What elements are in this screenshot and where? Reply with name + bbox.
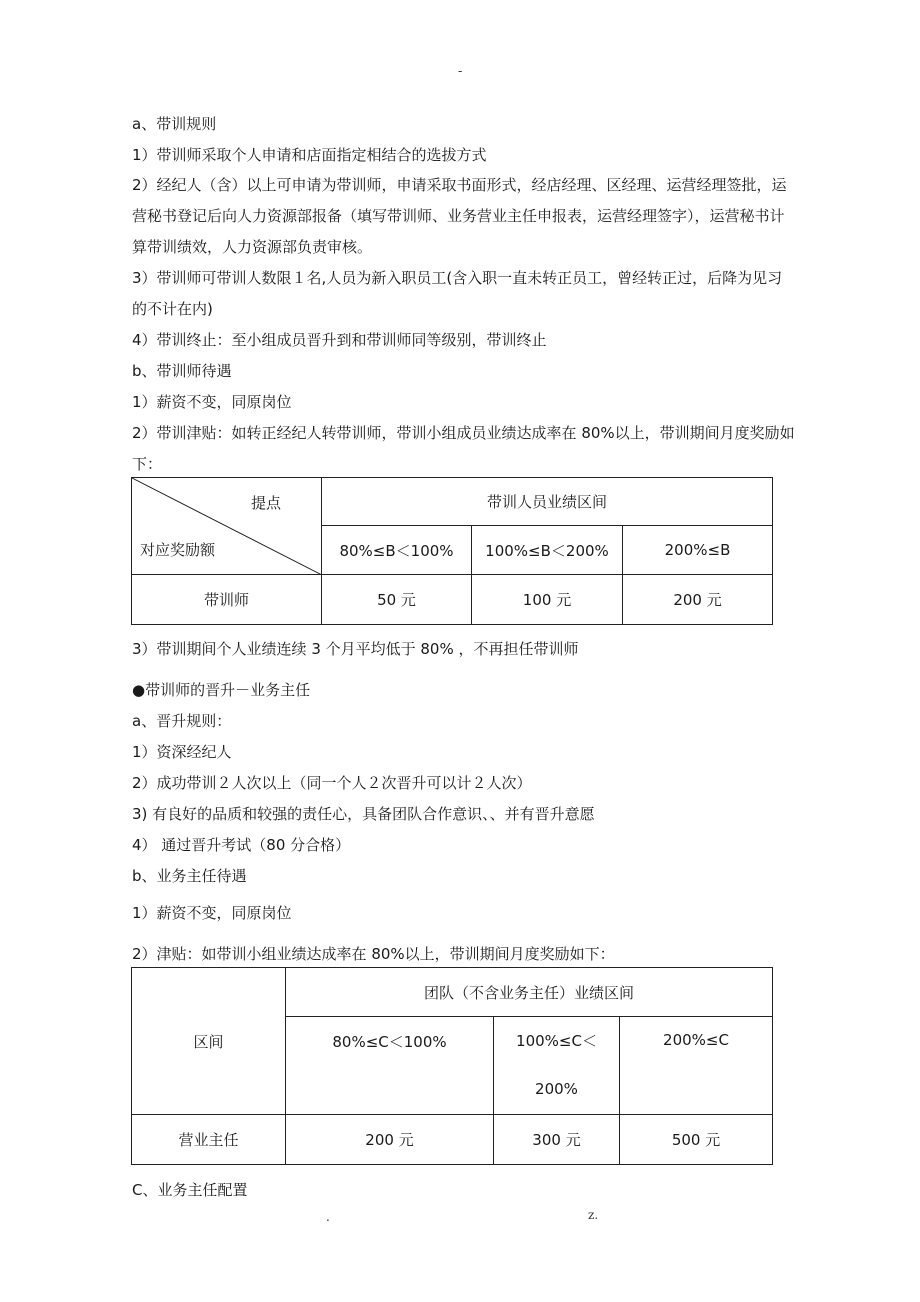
table2-range-2 [494,1017,620,1115]
trainer-reward-table [131,477,773,625]
supervisor-benefit-2: 2）津贴：如带训小组业绩达成率在 80%以上，带训期间月度奖励如下： [132,945,615,963]
section-c-title: C、业务主任配置 [132,1181,248,1199]
promotion-heading: ●带训师的晋升－业务主任 [132,681,311,699]
page-header-mark: - [458,64,463,78]
table1-range-3: 200%≤B [623,526,773,575]
table2-row-header: 区间 [132,968,286,1115]
table2-value-3: 500 元 [620,1115,773,1165]
table2-range-1: 80%≤C＜100% [286,1017,494,1115]
promotion-rule-2: 2）成功带训２人次以上（同一个人２次晋升可以计２人次） [132,774,532,792]
rule-1: 1）带训师采取个人申请和店面指定相结合的选拔方式 [132,146,487,164]
supervisor-reward-table [131,967,773,1165]
table1-range-2: 100%≤B＜200% [472,526,623,575]
diagonal-line [132,478,322,575]
table2-value-2: 300 元 [494,1115,620,1165]
table1-row-label: 带训师 [132,575,322,625]
promotion-rule-1: 1）资深经纪人 [132,743,232,761]
rule-4: 4）带训终止：至小组成员晋升到和带训师同等级别，带训终止 [132,331,547,349]
table1-range-1: 80%≤B＜100% [322,526,472,575]
page-footer-right: z. [588,1208,599,1222]
table1-value-1: 50 元 [322,575,472,625]
table2-range-3: 200%≤C [620,1017,773,1115]
table1-group-header: 带训人员业绩区间 [322,478,773,526]
table1-value-2: 100 元 [472,575,623,625]
section-a-title: a、带训规则 [132,115,217,133]
table1-corner-cell [132,478,322,575]
benefit-2: 2）带训津贴：如转正经纪人转带训师，带训小组成员业绩达成率在 80%以上，带训期间月度奖励如下： [132,424,795,473]
table1-corner-bottom: 对应奖励额 [140,541,216,559]
table1-corner-top: 提点 [250,494,281,512]
promotion-rule-4: 4） 通过晋升考试（80 分合格） [132,836,351,854]
table2-range-2-line1: 100%≤C＜ [516,1032,597,1050]
table2-value-1: 200 元 [286,1115,494,1165]
section-b-title: b、带训师待遇 [132,362,232,380]
rule-3: 3）带训师可带训人数限１名,人员为新入职员工(含入职一直未转正员工，曾经转正过，后降为见习的不计在内) [132,269,783,318]
promotion-rule-3: 3) 有良好的品质和较强的责任心，具备团队合作意识、、并有晋升意愿 [132,805,595,823]
table1-value-3: 200 元 [623,575,773,625]
table2-range-2-line2: 200% [535,1080,578,1098]
supervisor-b-title: b、业务主任待遇 [132,867,247,885]
table2-row-label: 营业主任 [132,1115,286,1165]
benefit-3: 3）带训期间个人业绩连续 3 个月平均低于 80% ，不再担任带训师 [132,640,579,658]
rule-2: 2）经纪人（含）以上可申请为带训师，申请采取书面形式，经店经理、区经理、运营经理签批，运营秘书登记后向人力资源部报备（填写带训师、业务营业主任申报表，运营经理签字），运营秘书计算带训绩效，人力资源部负责审核。 [132,176,787,256]
promotion-a-title: a、晋升规则： [132,712,232,730]
supervisor-benefit-1: 1）薪资不变，同原岗位 [132,904,292,922]
benefit-1: 1）薪资不变，同原岗位 [132,393,292,411]
page-footer-left: . [326,1210,330,1224]
table2-group-header: 团队（不含业务主任）业绩区间 [286,968,773,1017]
